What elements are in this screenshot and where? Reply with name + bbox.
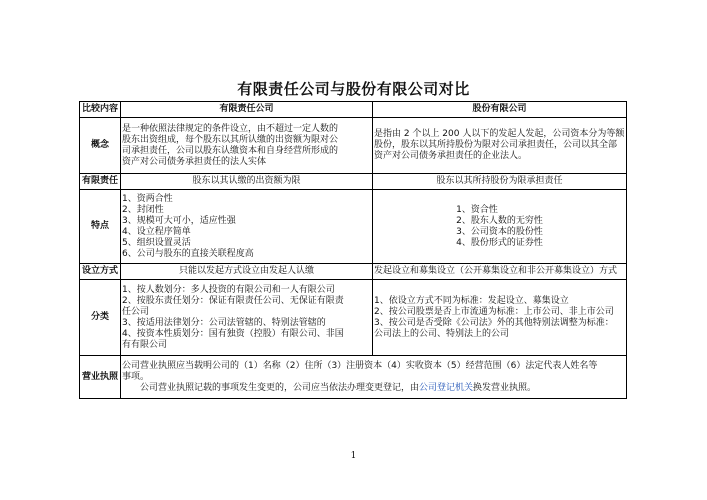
row-liability <box>80 174 627 190</box>
concept-jsc-line: 资产对公司债务承担责任的企业法人。 <box>374 151 528 161</box>
list-item: 有有限公司 <box>122 339 168 350</box>
row-label-liability: 有限责任 <box>80 174 121 190</box>
list-item: 任公司 <box>122 306 150 317</box>
row-license <box>80 356 627 399</box>
cell-classification-jsc <box>373 280 627 356</box>
list-item: 1、依设立方式不同为标准：发起设立、募集设立 <box>374 295 569 306</box>
list-item: 3、按适用法律划分：公司法管辖的、特别法管辖的 <box>122 317 326 328</box>
concept-llc-line: 股东出资组成，每个股东以其所认缴的出资额为限对公 <box>122 134 339 145</box>
cell-establishment-jsc: 发起设立和募集设立（公开募集设立和非公开募集设立）方式 <box>373 264 627 280</box>
list-item: 2、封闭性 <box>122 204 164 215</box>
row-establishment <box>80 264 627 280</box>
cell-features-jsc <box>373 190 627 264</box>
comparison-table <box>79 101 627 399</box>
classification-llc-list <box>122 285 371 351</box>
classification-jsc-list <box>374 296 625 340</box>
cell-liability-llc: 股东以其认缴的出资额为限 <box>121 174 373 190</box>
cell-features-llc <box>121 190 373 264</box>
list-item: 公司法上的公司、特别法上的公司 <box>374 328 510 339</box>
license-line <box>122 383 625 394</box>
license-text-pre: 公司营业执照记载的事项发生变更的，公司应当依法办理变更登记，由 <box>140 382 420 393</box>
row-label-concept: 概念 <box>80 118 121 174</box>
license-line: 公司营业执照应当载明公司的（1）名称（2）住所（3）注册资本（4）实收资本（5）经营范围（6）法定代表人姓名等 <box>122 360 598 371</box>
list-item: 4、股份形式的证券性 <box>456 237 543 248</box>
row-concept <box>80 118 627 174</box>
header-llc: 有限责任公司 <box>121 102 373 118</box>
row-label-features: 特点 <box>80 190 121 264</box>
list-item: 1、资两合性 <box>122 193 173 204</box>
row-label-license: 营业执照 <box>80 356 121 399</box>
concept-llc-line: 司承担责任，公司以股东认缴资本和自身经营所形成的 <box>122 145 339 156</box>
row-features <box>80 190 627 264</box>
list-item: 4、按资本性质划分：国有独资（控股）有限公司、非国 <box>122 328 344 339</box>
row-classification <box>80 280 627 356</box>
registration-authority-link[interactable]: 公司登记机关 <box>419 382 474 393</box>
list-item: 3、公司资本的股份性 <box>456 226 543 237</box>
page-number: 1 <box>350 451 357 461</box>
list-item: 1、资合性 <box>456 204 498 215</box>
license-text-post: 换发营业执照。 <box>473 382 537 393</box>
list-item: 3、按公司是否受除《公司法》外的其他特别法调整为标准： <box>374 317 614 328</box>
header-jsc: 股份有限公司 <box>373 102 627 118</box>
list-item: 1、按人数划分：多人投资的有限公司和一人有限公司 <box>122 284 335 295</box>
concept-jsc-line: 是指由 2 个以上 200 人以下的发起人发起，公司资本分为等额 <box>374 129 625 139</box>
list-item: 3、规模可大可小，适应性强 <box>122 215 236 226</box>
concept-llc-line: 资产对公司债务承担责任的法人实体 <box>122 156 267 167</box>
cell-classification-llc <box>121 280 373 356</box>
cell-concept-llc <box>121 118 373 174</box>
header-row <box>80 102 627 118</box>
list-item: 4、设立程序简单 <box>122 226 191 237</box>
page-title: 有限责任公司与股份有限公司对比 <box>237 80 470 98</box>
list-item: 2、股东人数的无穷性 <box>456 215 543 226</box>
row-label-establishment: 设立方式 <box>80 264 121 280</box>
cell-establishment-llc: 只能以发起方式设立由发起人认缴 <box>121 264 373 280</box>
license-line: 事项。 <box>122 371 150 382</box>
list-item: 2、按公司股票是否上市流通为标准：上市公司、非上市公司 <box>374 306 614 317</box>
cell-license <box>121 356 627 399</box>
row-label-classification: 分类 <box>80 280 121 356</box>
list-item: 2、按股东责任划分：保证有限责任公司、无保证有限责 <box>122 295 344 306</box>
concept-jsc-line: 股份，股东以其所持股份为限对公司承担责任，公司以其全部 <box>374 140 618 150</box>
list-item: 6、公司与股东的直接关联程度高 <box>122 248 254 259</box>
features-llc-list <box>122 194 371 260</box>
header-compare: 比较内容 <box>80 102 121 118</box>
concept-llc-line: 是一种依照法律规定的条件设立，由不超过一定人数的 <box>122 123 339 134</box>
list-item: 5、组织设置灵活 <box>122 237 191 248</box>
features-jsc-list <box>456 205 543 249</box>
cell-concept-jsc <box>373 118 627 174</box>
cell-liability-jsc: 股东以其所持股份为限承担责任 <box>373 174 627 190</box>
